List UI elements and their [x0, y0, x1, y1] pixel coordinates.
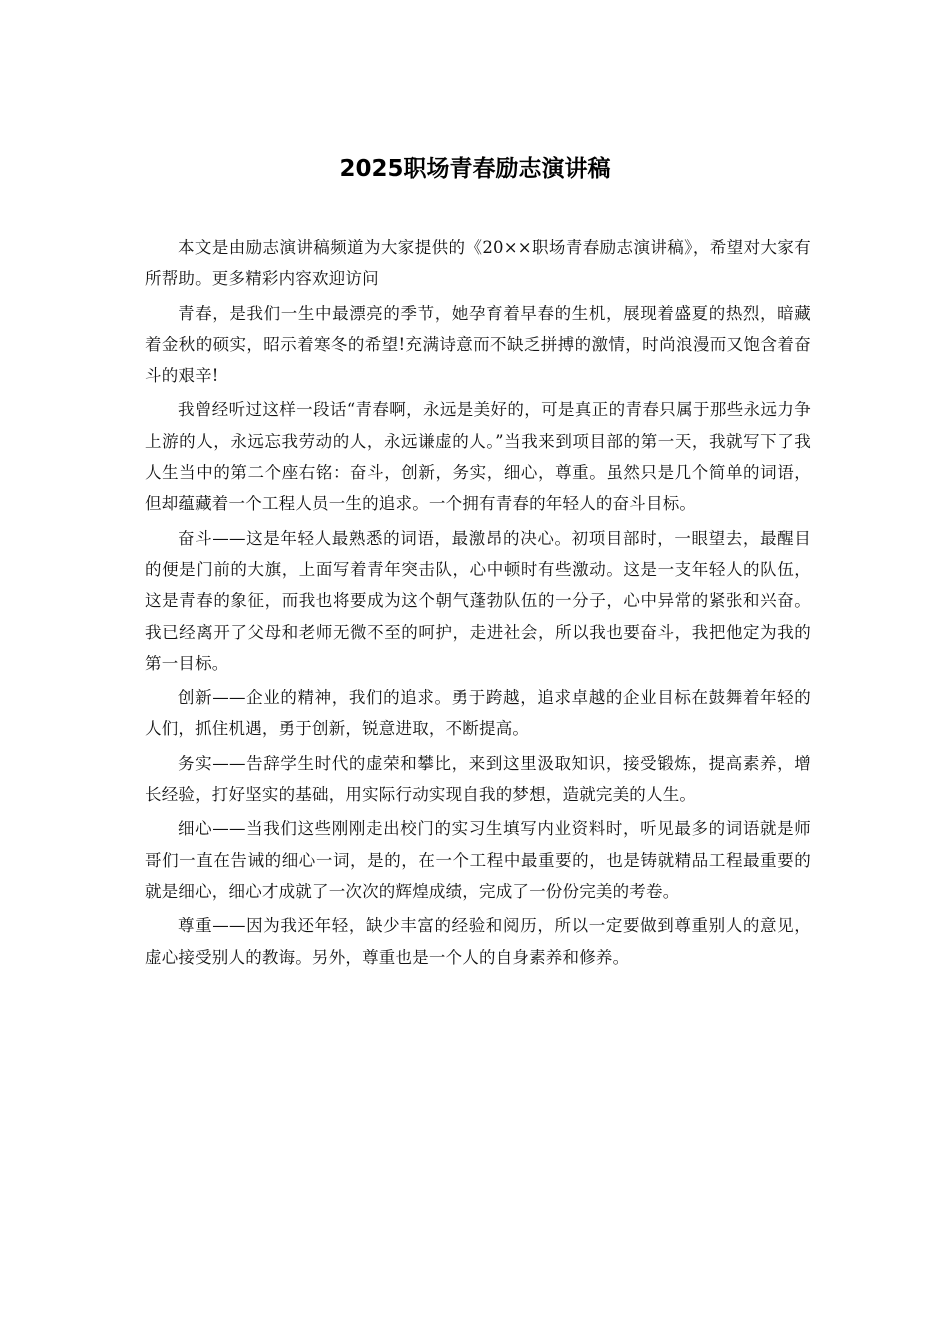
- paragraph-carefulness: 细心——当我们这些刚刚走出校门的实习生填写内业资料时，听见最多的词语就是师哥们一直在告诫的细心一词，是的，在一个工程中最重要的，也是铸就精品工程最重要的就是细心，细心才成就了一次次的辉煌成绩，完成了一份份完美的考卷。: [145, 819, 811, 901]
- paragraph-respect: 尊重——因为我还年轻，缺少丰富的经验和阅历，所以一定要做到尊重别人的意见，虚心接受别人的教诲。另外，尊重也是一个人的自身素养和修养。: [145, 916, 811, 967]
- document-body: [145, 232, 811, 973]
- paragraph-youth: 青春，是我们一生中最漂亮的季节，她孕育着早春的生机，展现着盛夏的热烈，暗藏着金秋的硕实，昭示着寒冬的希望!充满诗意而不缺乏拼搏的激情，时尚浪漫而又饱含着奋斗的艰辛!: [145, 303, 811, 386]
- paragraph-innovation: 创新——企业的精神，我们的追求。勇于跨越，追求卓越的企业目标在鼓舞着年轻的人们，抓住机遇，勇于创新，锐意进取，不断提高。: [145, 688, 811, 739]
- paragraph-pragmatism: 务实——告辞学生时代的虚荣和攀比，来到这里汲取知识，接受锻炼，提高素养，增长经验，打好坚实的基础，用实际行动实现自我的梦想，造就完美的人生。: [145, 753, 811, 805]
- paragraph-struggle: 奋斗——这是年轻人最熟悉的词语，最激昂的决心。初项目部时，一眼望去，最醒目的便是门前的大旗，上面写着青年突击队，心中顿时有些激动。这是一支年轻人的队伍，这是青春的象征，而我也将要成为这个朝气蓬勃队伍的一分子，心中异常的紧张和兴奋。我已经离开了父母和老师无微不至的呵护，走进社会，所以我也要奋斗，我把他定为我的第一目标。: [145, 528, 811, 673]
- paragraph-intro: 本文是由励志演讲稿频道为大家提供的《20××职场青春励志演讲稿》，希望对大家有所帮助。更多精彩内容欢迎访问: [145, 238, 811, 289]
- paragraph-motto: 我曾经听过这样一段话“青春啊，永远是美好的，可是真正的青春只属于那些永远力争上游的人，永远忘我劳动的人，永远谦虚的人。”当我来到项目部的第一天，我就写下了我人生当中的第二个座右铭：奋斗，创新，务实，细心，尊重。虽然只是几个简单的词语，但却蕴藏着一个工程人员一生的追求。一个拥有青春的年轻人的奋斗目标。: [145, 400, 811, 514]
- document-title: 2025职场青春励志演讲稿: [339, 156, 611, 182]
